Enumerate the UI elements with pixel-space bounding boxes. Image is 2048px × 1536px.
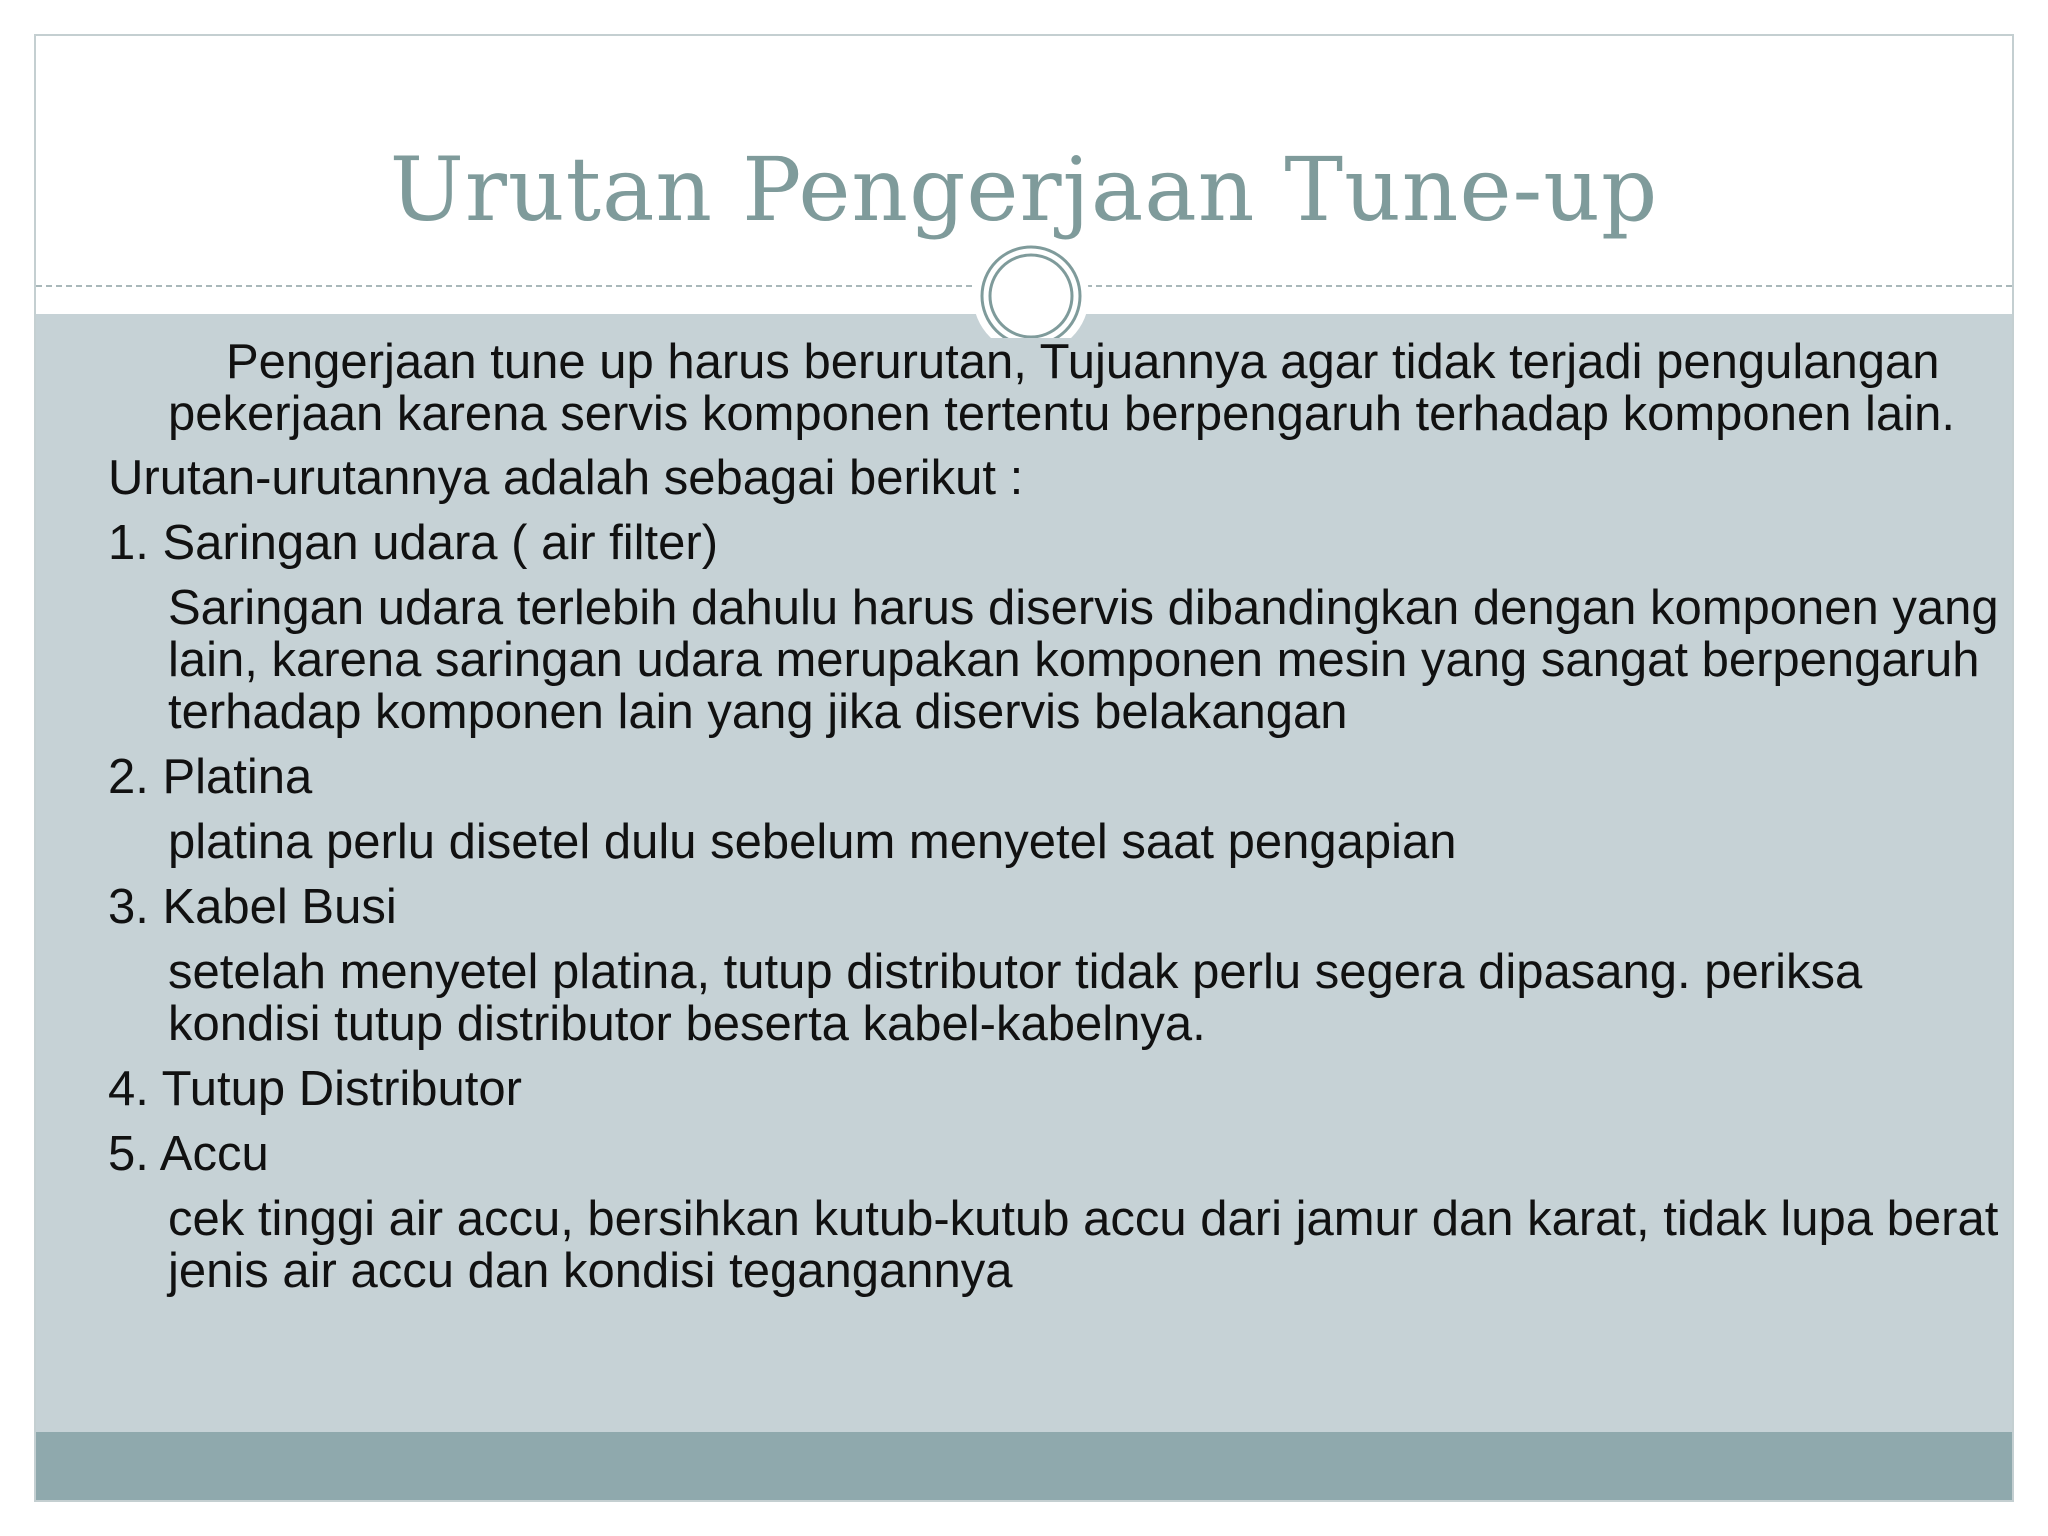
list-item-description: cek tinggi air accu, bersihkan kutub-kutub accu dari jamur dan karat, tidak lupa berat jenis air accu dan kondisi tegangannya <box>168 1192 1999 1298</box>
list-item-description: Saringan udara terlebih dahulu harus diservis dibandingkan dengan komponen yang lain, karena saringan udara merupakan komponen mesin yang sangat berpengaruh terhadap komponen lain yang jika diservis belakangan <box>168 581 1999 739</box>
double-ring-ornament-icon <box>966 242 1096 338</box>
list-item-heading: 4. Tutup Distributor <box>108 1062 522 1116</box>
list-item-description: platina perlu disetel dulu sebelum menyetel saat pengapian <box>168 815 1457 869</box>
intro-paragraph: Pengerjaan tune up harus berurutan, Tujuannya agar tidak terjadi pengulangan pekerjaan karena servis komponen tertentu berpengaruh terhadap komponen lain. <box>168 335 1955 441</box>
list-item-heading: 1. Saringan udara ( air filter) <box>108 516 719 570</box>
slide-title: Urutan Pengerjaan Tune-up <box>389 138 1659 241</box>
list-item-heading: 2. Platina <box>108 750 313 804</box>
slide-body <box>108 335 1999 1310</box>
list-item-heading: 5. Accu <box>108 1127 269 1181</box>
slide-frame <box>34 34 2014 1502</box>
footer-band <box>36 1432 2012 1502</box>
list-lead-text: Urutan-urutannya adalah sebagai berikut : <box>108 451 1024 505</box>
list-item-heading: 3. Kabel Busi <box>108 880 397 934</box>
list-item-description: setelah menyetel platina, tutup distributor tidak perlu segera dipasang. periksa kondisi tutup distributor beserta kabel-kabelnya. <box>168 945 1863 1051</box>
